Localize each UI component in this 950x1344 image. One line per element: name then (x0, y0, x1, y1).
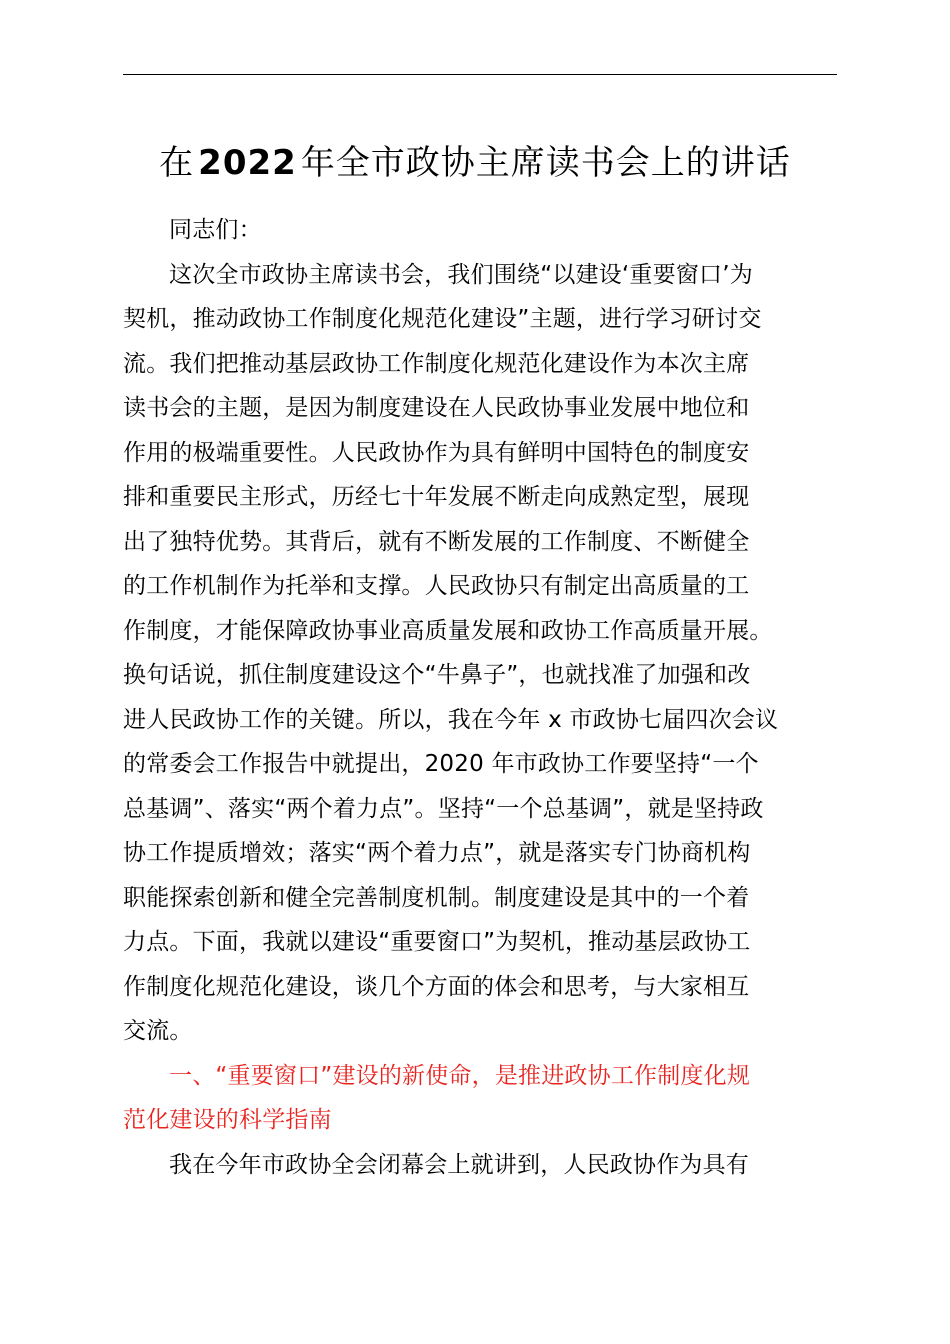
paragraph-1: 这次全市政协主席读书会，我们围绕“以建设‘重要窗口’为 契机，推动政协工作制度化规范化建设”主题，进行学习研讨交 流。我们把推动基层政协工作制度化规范化建设作为本次主席 读书会的主题，是因为制度建设在人民政协事业发展中地位和 作用的极端重要性。人民政协作为具有鲜明中国特色的制度安 排和重要民主形式，历经七十年发展不断走向成熟定型，展现 出了独特优势。其背后，就有不断发展的工作制度、不断健全 的工作机制作为托举和支撑。人民政协只有制定出高质量的工 作制度，才能保障政协事业高质量发展和政协工作高质量开展。 换句话说，抓住制度建设这个“牛鼻子”，也就找准了加强和改 进人民政协工作的关键。所以，我在今年 x 市政协七届四次会议 的常委会工作报告中就提出，2020 年市政协工作要坚持“一个 总基调”、落实“两个着力点”。坚持“一个总基调”，就是坚持政 协工作提质增效；落实“两个着力点”，就是落实专门协商机构 职能探索创新和健全完善制度机制。制度建设是其中的一个着 力点。下面，我就以建设“重要窗口”为契机，推动基层政协工 作制度化规范化建设，谈几个方面的体会和思考，与大家相互 交流。 (123, 261, 779, 1044)
salutation: 同志们： (169, 217, 262, 243)
title-suffix: 年全市政协主席读书会上的讲话 (300, 143, 791, 183)
paragraph-2: 我在今年市政协全会闭幕会上就讲到，人民政协作为具有 (169, 1151, 749, 1178)
title-year: 2022 (198, 143, 297, 183)
document-title (0, 138, 950, 188)
document-body (123, 208, 839, 1187)
section-heading-1: 一、“重要窗口”建设的新使命，是推进政协工作制度化规 范化建设的科学指南 (123, 1062, 751, 1133)
header-rule (123, 74, 837, 75)
title-prefix: 在 (159, 143, 195, 183)
